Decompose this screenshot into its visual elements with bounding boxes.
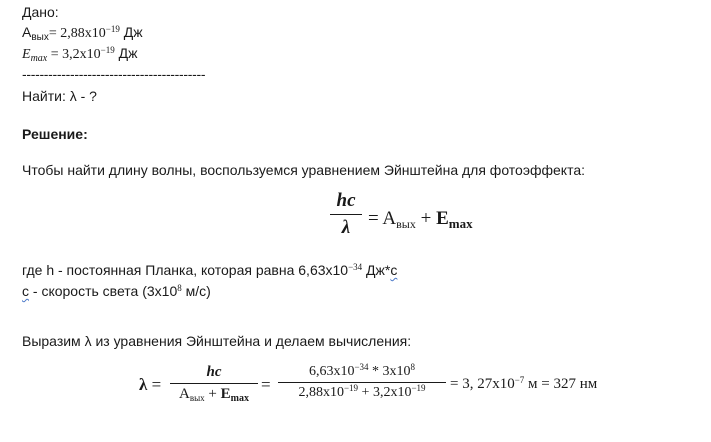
- planck-c: с: [390, 262, 398, 278]
- formula2-den2: [278, 385, 446, 401]
- formula2-result-value: = 3, 27x10: [450, 376, 515, 392]
- speed-exp: 8: [177, 283, 182, 293]
- formula1-rhs: [368, 208, 473, 230]
- find-line: Найти: λ - ?: [22, 88, 97, 104]
- formula2-num2-mid: * 3x10: [368, 364, 411, 379]
- speed-text: - скорость света (3x10: [29, 283, 178, 299]
- formula2-result-exp: −7: [514, 375, 525, 385]
- speed-c: с: [22, 283, 29, 299]
- a-unit: Дж: [119, 24, 143, 40]
- e-exp: −19: [100, 45, 115, 55]
- a-value: = 2,88x10: [48, 26, 106, 41]
- given-energy-max: [22, 45, 137, 63]
- e-sub: max: [30, 53, 48, 64]
- formula1-e: E: [436, 208, 449, 229]
- formula2-num2: [278, 364, 446, 380]
- e-value: = 3,2x10: [47, 47, 101, 62]
- e-unit: Дж: [114, 45, 138, 61]
- formula1-denominator: λ: [341, 217, 351, 238]
- separator-line: ------------------------------------------: [22, 66, 206, 82]
- formula1-e-sub: max: [448, 216, 473, 231]
- formula2-num1: hc: [206, 364, 222, 380]
- planck-text: где h - постоянная Планка, которая равна 6,63x10: [22, 262, 349, 278]
- speed-line: [22, 283, 211, 300]
- given-heading: Дано:: [22, 4, 59, 20]
- formula2-bar1: [170, 383, 258, 384]
- intro-text: Чтобы найти длину волны, воспользуемся уравнением Эйнштейна для фотоэффекта:: [22, 162, 586, 178]
- given-work-function: [22, 24, 143, 42]
- formula2-den1-e: E: [220, 386, 231, 402]
- formula2-fraction-symbolic: [170, 364, 258, 403]
- formula2-eq2: =: [261, 375, 271, 394]
- a-exp: −19: [105, 24, 120, 34]
- formula2-den1-a-sub: вых: [189, 393, 205, 403]
- a-sub: вых: [31, 32, 49, 43]
- planck-unit: Дж*: [362, 262, 391, 278]
- formula2-den2-plus: + 3,2x10: [358, 385, 412, 400]
- formula2-den1: [170, 386, 258, 403]
- formula2-lambda: [139, 375, 161, 395]
- formula1-eq: = A: [368, 208, 397, 229]
- planck-exp: −34: [348, 262, 363, 272]
- a-label: A: [22, 24, 32, 40]
- formula2-eq1: =: [151, 375, 162, 394]
- formula2-den1-e-sub: max: [230, 393, 249, 404]
- formula2-den1-plus: +: [204, 386, 221, 402]
- express-text: Выразим λ из уравнения Эйнштейна и делаем вычисления:: [22, 333, 412, 349]
- speed-unit: м/с): [181, 283, 211, 299]
- e-label: E: [22, 47, 31, 62]
- formula2-result-unit: м = 327 нм: [524, 376, 598, 392]
- formula2-den2-a: 2,88x10: [298, 385, 344, 400]
- formula2-fraction-numeric: [278, 364, 446, 401]
- formula1-numerator: hc: [336, 190, 356, 211]
- formula1-a-sub: вых: [396, 217, 416, 231]
- formula2-result: [450, 376, 597, 393]
- formula1-fraction-bar: [330, 214, 362, 215]
- formula2-den2-b-exp: −19: [411, 383, 426, 393]
- formula2-den2-a-exp: −19: [343, 383, 359, 393]
- formula2-num2-b-exp: 8: [410, 362, 416, 372]
- formula2-lambda-symbol: λ: [139, 375, 148, 394]
- formula2-num2-a-exp: −34: [354, 362, 369, 372]
- formula1-fraction: [330, 190, 362, 239]
- formula1-plus: +: [415, 208, 437, 229]
- formula2-den1-a: A: [179, 386, 190, 402]
- formula2-num2-a: 6,63x10: [308, 364, 355, 379]
- planck-line: [22, 262, 397, 279]
- solution-heading: Решение:: [22, 126, 88, 142]
